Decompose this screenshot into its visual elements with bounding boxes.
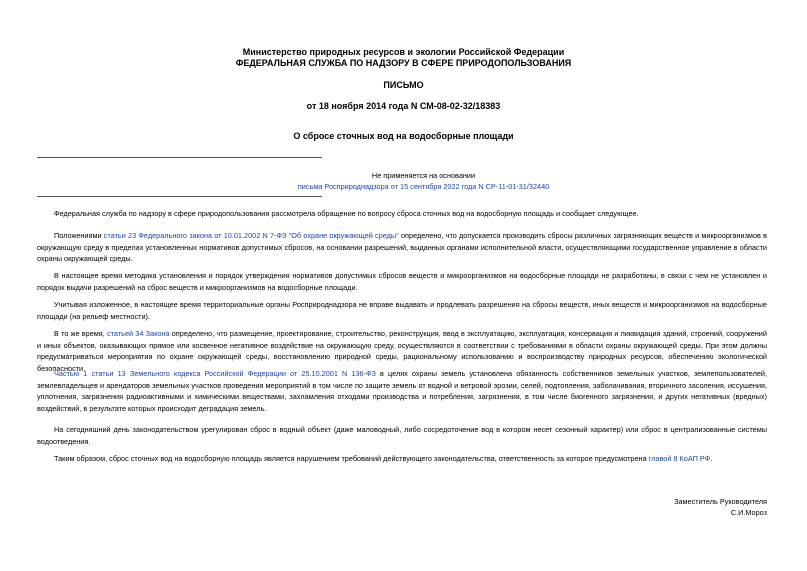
signature-name: С.И.Мороз bbox=[730, 508, 767, 517]
ministry-title: Министерство природных ресурсов и экологии Российской Федерации bbox=[242, 47, 565, 57]
service-title: ФЕДЕРАЛЬНАЯ СЛУЖБА ПО НАДЗОРУ В СФЕРЕ ПРИРОДОПОЛЬЗОВАНИЯ bbox=[235, 58, 572, 68]
land-code-art13-link[interactable]: Частью 1 статьи 13 Земельного кодекса Российской Федерации от 25.10.2001 N 136-ФЗ bbox=[54, 369, 376, 378]
paragraph-5-pre: В то же время, bbox=[54, 329, 107, 338]
document-subject: О сбросе сточных вод на водосборные площади bbox=[293, 131, 514, 141]
notice-link[interactable]: письма Росприроднадзора от 15 сентября 2022 года N СР-11-01-31/32440 bbox=[297, 182, 550, 191]
paragraph-7: На сегодняшний день законодательством урегулирован сброс в водный объект (даже маловодный, либо сосредоточение вод в котором несет сезонный характер) или сброс в централизованные системы водоотведения. bbox=[37, 425, 767, 446]
paragraph-2-pre: Положениями bbox=[54, 231, 104, 240]
paragraph-3: В настоящее время методика установления и порядок утверждения нормативов допустимых сбросов веществ и микроорганизмов на водосборные площади не разработаны, в связи с чем не установлен и порядок выдачи разрешений на сброс веществ и микроорганизмов на водосборные площади. bbox=[37, 271, 767, 292]
paragraph-2-post: определено, что допускается производить сбросы различных загрязняющих веществ и микроорганизмов в окружающую среду в пределах установленных нормативов допустимых сбросов, на основании разрешений, выданных органами исполнительной власти, осуществляющими государственное управление в области охраны окружающей среды. bbox=[37, 231, 767, 263]
koap-chapter8-link[interactable]: главой 8 КоАП РФ bbox=[648, 454, 711, 463]
notice-link-line bbox=[220, 181, 627, 192]
separator-line-bottom bbox=[37, 196, 322, 197]
paragraph-2 bbox=[37, 230, 767, 265]
paragraph-6 bbox=[37, 368, 767, 414]
law-7fz-art23-link[interactable]: статьи 23 Федерального закона от 10.01.2002 N 7-ФЗ "Об охране окружающей среды" bbox=[103, 231, 399, 240]
paragraph-6-post: в целях охраны земель установлена обязанность собственников земельных участков, землепользователей, землевладельцев и арендаторов земельных участков проведения мероприятий в том числе по защите земель от водной и ветровой эрозии, селей, подтопления, заболачивания, вторичного засоления, иссушения, уплотнения, загрязнения радиоактивными и химическими веществами, захламления отходами производства и потребления, загрязнения, в том числе биогенного загрязнения, и других негативных (вредных) воздействий, в результате которых происходит деградация земель. bbox=[37, 369, 767, 413]
document-type: ПИСЬМО bbox=[383, 80, 424, 90]
paragraph-8-post: . bbox=[710, 454, 713, 463]
notice-text: Не применяется на основании bbox=[371, 171, 476, 180]
paragraph-5-post: определено, что размещение, проектирование, строительство, реконструкция, ввод в эксплуатацию, эксплуатация, консервация и ликвидация зданий, строений, сооружений и иных объектов, оказывающих прямое или косвенное негативное воздействие на окружающую среду, осуществляются в соответствии с требованиями в области охраны окружающей среды. При этом должны предусматриваться мероприятия по охране окружающей среды, восстановлению природной среды, рациональному использованию и воспроизводству природных ресурсов, обеспечению экологической безопасности. bbox=[37, 329, 767, 373]
document-date-number: от 18 ноября 2014 года N СМ-08-02-32/18383 bbox=[306, 101, 501, 111]
paragraph-4: Учитывая изложенное, в настоящее время территориальные органы Росприроднадзора не вправе выдавать и продлевать разрешения на сбросы веществ, иных веществ и микроорганизмов на водосборные площади (на рельеф местности). bbox=[37, 300, 767, 321]
signature-position: Заместитель Руководителя bbox=[674, 497, 767, 506]
separator-line-top bbox=[37, 157, 322, 158]
paragraph-8-pre: Таким образом, сброс сточных вод на водосборную площадь является нарушением требований действующего законодательства, ответственность за которое предусмотрена bbox=[54, 454, 649, 463]
law-art34-link[interactable]: статьей 34 Закона bbox=[107, 329, 170, 338]
paragraph-1: Федеральная служба по надзору в сфере природопользования рассмотрела обращение по вопросу сброса сточных вод на водосборную площадь и сообщает следующее. bbox=[54, 209, 639, 218]
paragraph-8 bbox=[37, 453, 767, 465]
